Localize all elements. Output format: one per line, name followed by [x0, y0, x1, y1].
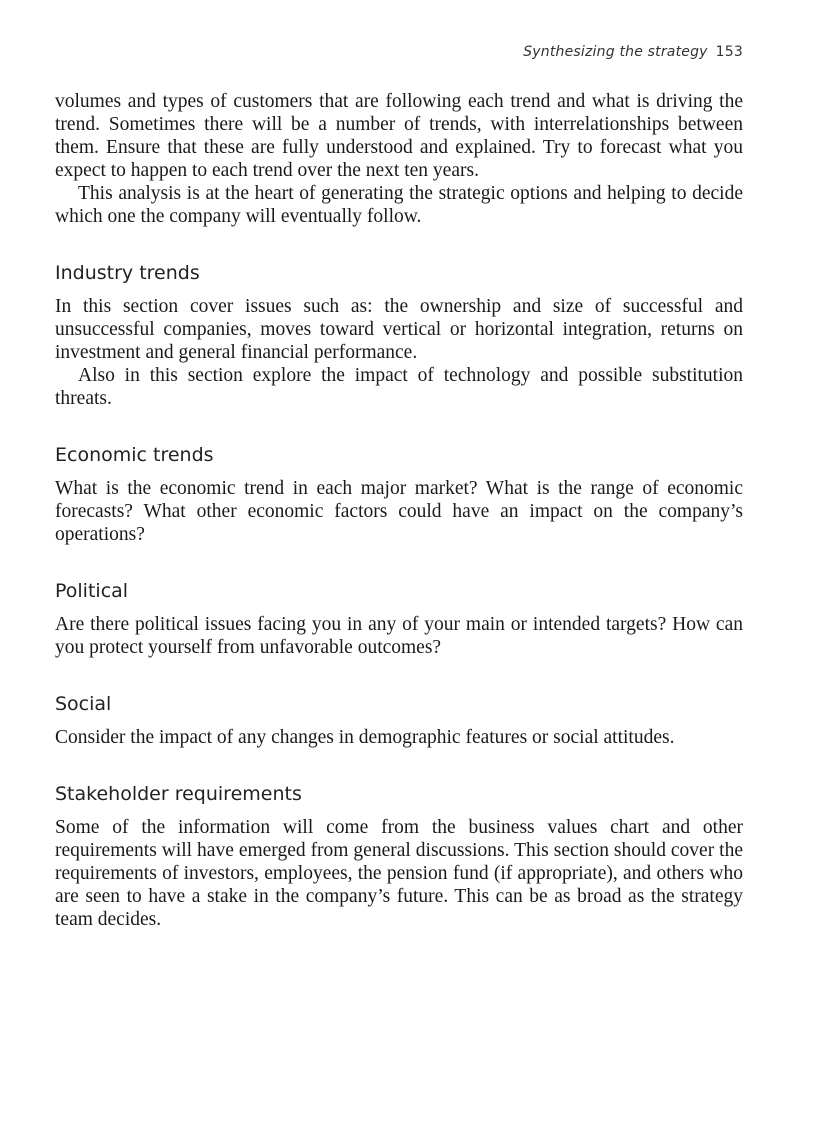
section-political [55, 579, 743, 659]
section-paragraph: Are there political issues facing you in any of your main or intended targets? How can you protect yourself from unfavorable outcomes? [55, 614, 743, 658]
section-industry-trends [55, 261, 743, 410]
running-head [523, 44, 743, 60]
section-paragraph: In this section cover issues such as: the ownership and size of successful and unsuccessful companies, moves toward vertical or horizontal integration, returns on investment and general financial performance. [55, 296, 743, 363]
intro-paragraph-2: This analysis is at the heart of generating the strategic options and helping to decide which one the company will eventually follow. [55, 183, 743, 227]
intro-paragraph-1: volumes and types of customers that are following each trend and what is driving the trend. Sometimes there will be a number of trends, with interrelationships between them. Ensure that these are fully understood and explained. Try to forecast what you expect to happen to each trend over the next ten years. [55, 91, 743, 181]
section-stakeholder-requirements [55, 782, 743, 931]
running-title: Synthesizing the strategy [523, 44, 708, 60]
section-paragraph: Consider the impact of any changes in demographic features or social attitudes. [55, 727, 675, 748]
section-heading: Stakeholder requirements [55, 783, 302, 805]
section-paragraph: Some of the information will come from the business values chart and other requirements will have emerged from general discussions. This section should cover the requirements of investors, employees, the pension fund (if appropriate), and others who are seen to have a stake in the company’s future. This can be as broad as the strategy team decides. [55, 817, 743, 930]
page-number: 153 [715, 44, 743, 60]
section-heading: Political [55, 580, 129, 602]
section-paragraph: What is the economic trend in each major market? What is the range of economic forecasts? What other economic factors could have an impact on the company’s operations? [55, 478, 743, 545]
section-paragraph: Also in this section explore the impact of technology and possible substitution threats. [55, 365, 743, 409]
section-heading: Industry trends [55, 262, 200, 284]
section-economic-trends [55, 443, 743, 546]
section-heading: Social [55, 693, 112, 715]
body-text [55, 90, 743, 931]
section-heading: Economic trends [55, 444, 214, 466]
section-social [55, 692, 743, 749]
